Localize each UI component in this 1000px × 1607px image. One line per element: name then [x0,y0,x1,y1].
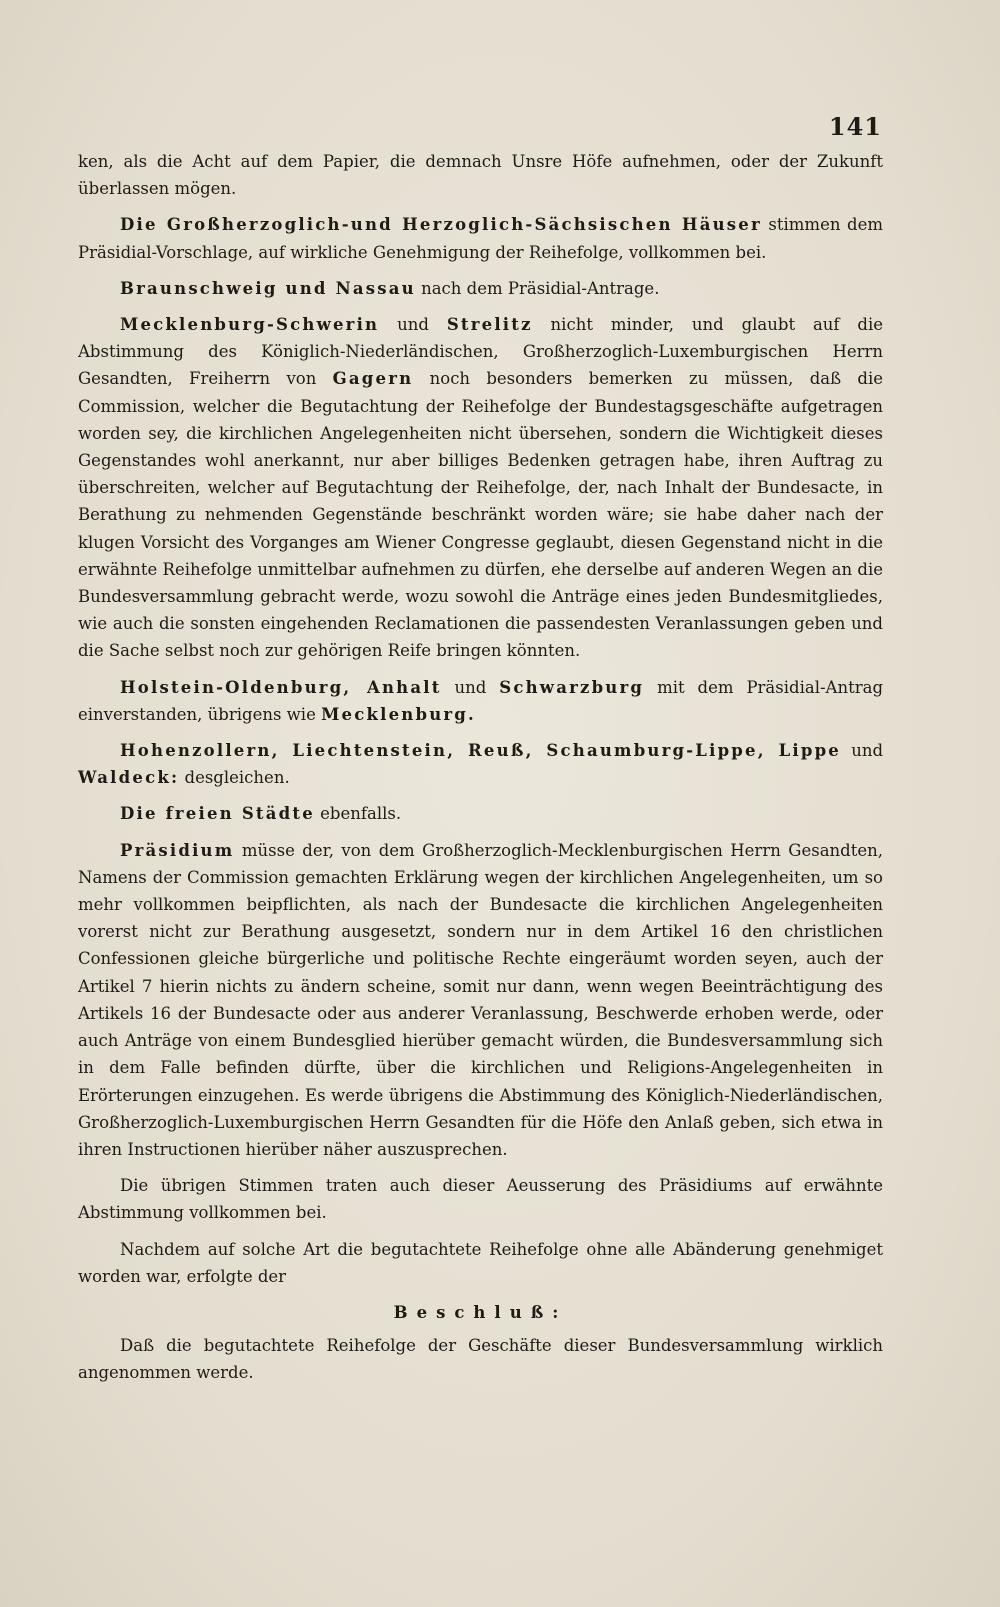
paragraph [78,148,883,202]
paragraph-text: mit dem Präsidial-Antrag einverstanden, übrigens wie [78,677,884,724]
paragraph [78,275,883,302]
paragraph-text: Nachdem auf solche Art die begutachtete Reihefolge ohne alle Abänderung genehmiget worden war, erfolgte der [78,1239,883,1286]
emphasized-name: Die Großherzoglich-und Herzoglich-Sächsischen Häuser [120,215,762,235]
body-text [78,148,883,1396]
beschluss-heading: Beschluß: [393,1302,568,1322]
paragraph [78,674,883,728]
emphasized-name: Hohenzollern, Liechtenstein, Reuß, Schaumburg-Lippe, Lippe [120,741,842,761]
emphasized-name: Waldeck: [78,768,180,788]
paragraph-text: und [441,677,500,697]
beschluss-text: Daß die begutachtete Reihefolge der Geschäfte dieser Bundesversammlung wirklich angenommen werde. [78,1336,883,1383]
emphasized-name: Holstein-Oldenburg, Anhalt [120,677,442,697]
paragraph-text: Die übrigen Stimmen traten auch dieser Aeusserung des Präsidiums auf erwähnte Abstimmung vollkommen bei. [78,1176,883,1223]
emphasized-name: Mecklenburg. [321,704,476,724]
paragraph [78,1236,883,1290]
emphasized-name: Die freien Städte [120,804,315,824]
paragraph-text: müsse der, von dem Großherzoglich-Mecklenburgischen Herrn Gesandten, Namens der Commission gemachten Erklärung wegen der kirchlichen Angelegenheiten, um so mehr vollkommen beipflichten, als nach der Bundesacte die kirchlichen Angelegenheiten vorerst nicht zur Berathung ausgesetzt, sondern nur in dem Artikel 16 den christlichen Confessionen gleiche bürgerliche und politische Rechte eingeräumt worden seyen, auch der Artikel 7 hierin nichts zu ändern scheine, somit nur dann, wenn wegen Beeinträchtigung des Artikels 16 der Bundesacte oder aus anderer Veranlassung, Beschwerde erhoben werde, oder auch Anträge von einem Bundesglied hierüber gemacht würden, die Bundesversammlung sich in dem Falle befinden dürfte, über die kirchlichen und Religions-Angelegenheiten in Erörterungen einzugehen. Es werde übrigens die Abstimmung des Königlich-Niederländischen, Großherzoglich-Luxemburgischen Herrn Gesandten für die Höfe den Anlaß geben, sich etwa in ihren Instructionen hierüber näher auszusprechen. [78,840,883,1159]
paragraph-text: und [841,741,884,761]
paragraph-text: stimmen dem Präsidial-Vorschlage, auf wirkliche Genehmigung der Reihefolge, vollkommen bei. [78,215,883,262]
emphasized-name: Braunschweig und Nassau [120,278,416,298]
paragraph [78,211,883,265]
paragraphs [78,148,883,1290]
paragraph-text: nach dem Präsidial-Antrage. [415,278,660,298]
paragraph-text: ebenfalls. [314,804,402,824]
paragraph [78,837,883,1163]
paragraph [78,800,883,827]
paragraph-text: nicht minder, und glaubt auf die Abstimmung des Königlich-Niederländischen, Großherzoglich-Luxemburgischen Herrn Gesandten, Freiherrn von [78,315,883,389]
paragraph [78,737,883,791]
paragraph-text: desgleichen. [179,768,290,788]
paragraph-text: und [379,315,447,335]
emphasized-name: Präsidium [120,840,235,860]
paragraph [78,311,883,665]
emphasized-name: Gagern [332,369,414,389]
paragraph-text: ken, als die Acht auf dem Papier, die demnach Unsre Höfe aufnehmen, oder der Zukunft überlassen mögen. [78,152,883,199]
paragraph [78,1172,883,1226]
page-number: 141 [828,112,882,141]
emphasized-name: Strelitz [446,315,533,335]
paragraph-text: noch besonders bemerken zu müssen, daß die Commission, welcher die Begutachtung der Reihefolge der Bundestagsgeschäfte aufgetragen worden sey, die kirchlichen Angelegenheiten nicht übersehen, sondern die Wichtigkeit dieses Gegenstandes wohl anerkannt, nur aber billiges Bedenken getragen habe, ihren Auftrag zu überschreiten, welcher auf Begutachtung der Reihefolge, der, nach Inhalt der Bundesacte, in Berathung zu nehmenden Gegenstände beschränkt worden wäre; sie habe daher nach der klugen Vorsicht des Vorganges am Wiener Congresse geglaubt, diesen Gegenstand nicht in die erwähnte Reihefolge unmittelbar aufnehmen zu dürfen, ehe derselbe auf anderen Wegen an die Bundesversammlung gebracht werde, wozu sowohl die Anträge eines jeden Bundesmitgliedes, wie auch die sonsten eingehenden Reclamationen die passendesten Veranlassungen geben und die Sache selbst noch zur gehörigen Reife bringen könnten. [78,369,883,661]
emphasized-name: Mecklenburg-Schwerin [120,315,380,335]
emphasized-name: Schwarzburg [499,677,645,697]
